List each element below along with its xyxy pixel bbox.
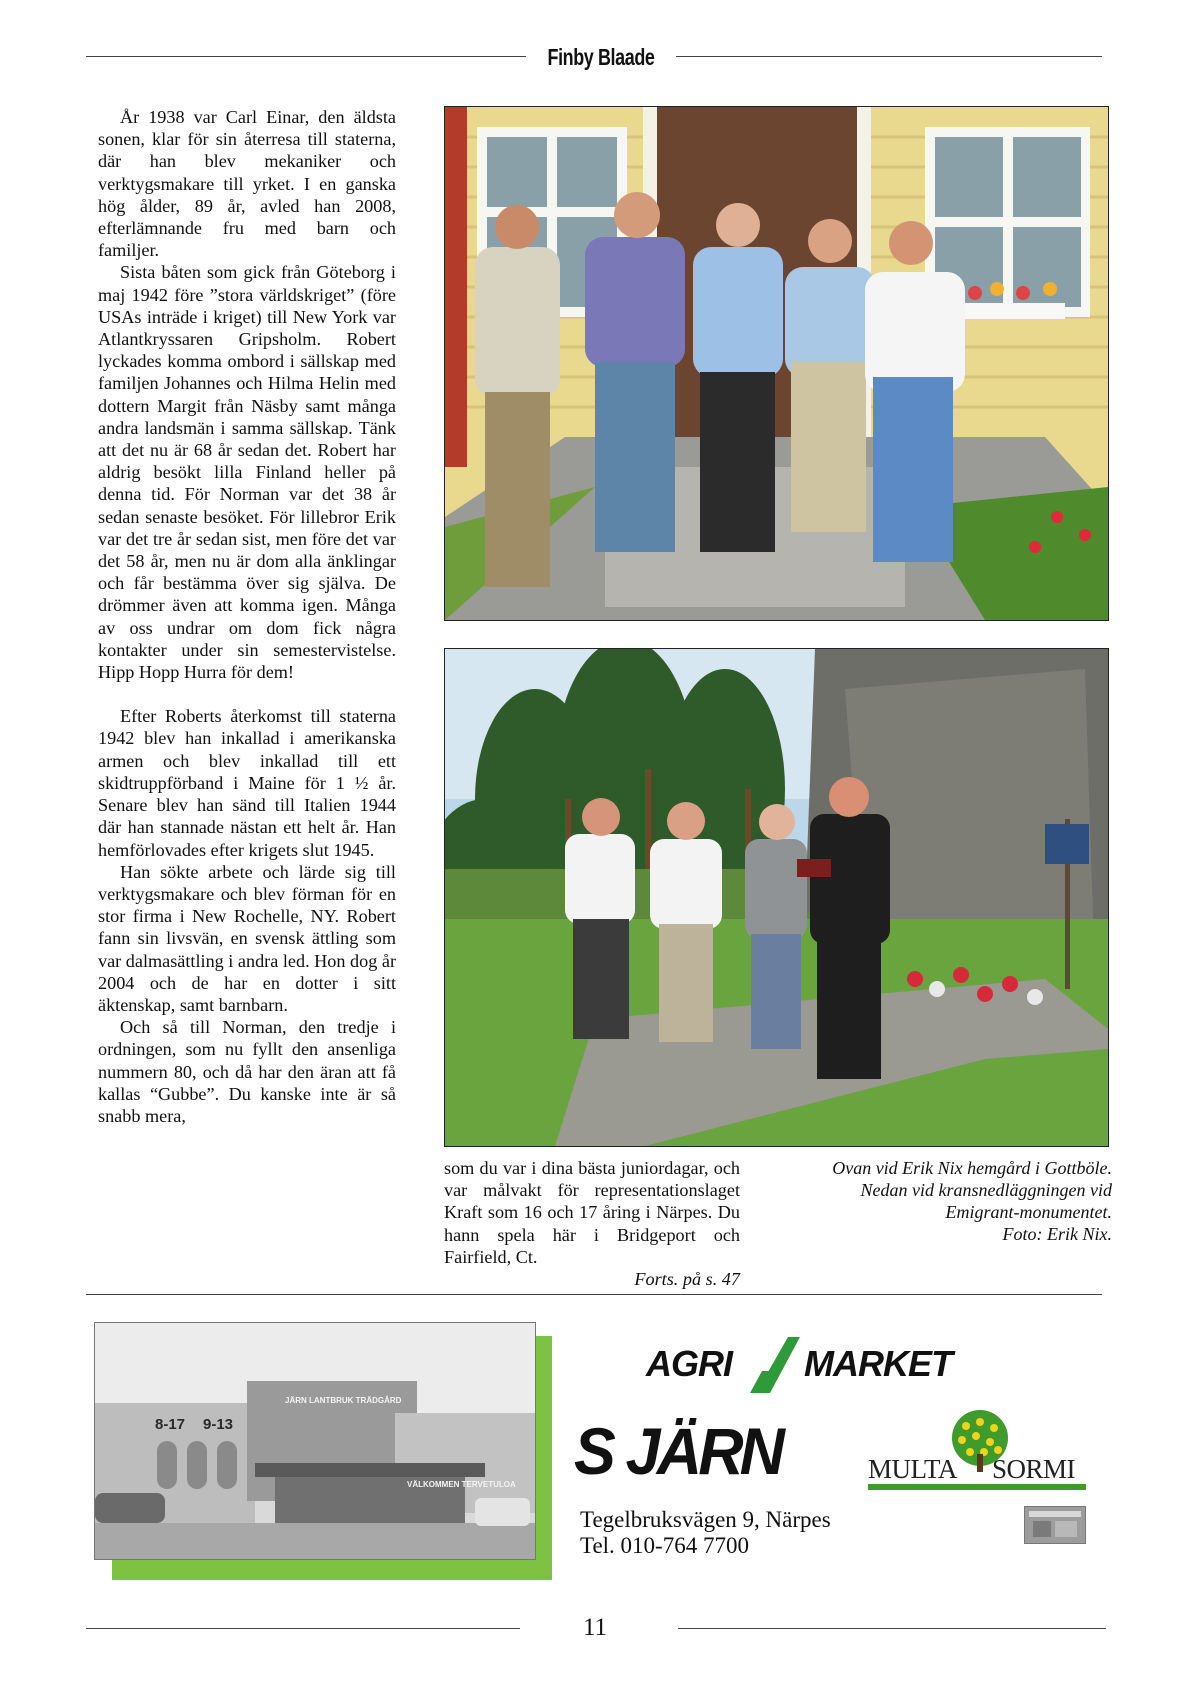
agrimarket-right-word: MARKET xyxy=(804,1343,952,1384)
badge-icon xyxy=(1025,1507,1085,1543)
certification-badge xyxy=(1024,1506,1086,1544)
footer-rule-right xyxy=(678,1628,1106,1629)
photo-caption xyxy=(760,1157,1112,1245)
street-address: Tegelbruksvägen 9, Närpes xyxy=(580,1507,831,1532)
article-left-column xyxy=(98,106,396,1127)
store-address xyxy=(580,1507,831,1559)
footer-rule-left xyxy=(86,1628,520,1629)
photo-monument-ceremony xyxy=(444,648,1109,1147)
header-rule-left xyxy=(86,56,526,57)
page-number: 11 xyxy=(582,1614,608,1641)
photo-five-men-at-house xyxy=(444,106,1109,621)
caption-line: Nedan vid kransnedläggningen vid xyxy=(860,1180,1112,1200)
sormi-word: SORMI xyxy=(992,1454,1076,1484)
person-silhouettes xyxy=(475,192,965,587)
continued-on-page: Forts. på s. 47 xyxy=(634,1269,740,1290)
store-building-photo xyxy=(95,1323,535,1559)
s-jarn-logo: S JÄRN xyxy=(574,1414,782,1488)
phone-number: Tel. 010-764 7700 xyxy=(580,1533,749,1558)
store-sign: JÄRN LANTBRUK TRÄDGÅRD xyxy=(285,1396,402,1405)
multa-sormi-green-band xyxy=(868,1484,1086,1490)
caption-line: Emigrant-monumentet. xyxy=(945,1202,1112,1222)
ad-green-shadow-bottom xyxy=(112,1558,552,1580)
caption-line: Ovan vid Erik Nix hemgård i Gottböle. xyxy=(832,1158,1112,1178)
ad-green-shadow-right xyxy=(534,1336,552,1580)
article-paragraph: Han sökte arbete och lärde sig till verktygsmakare och blev förman för en stor firma i New Rochelle, NY. Robert fann sin livsvän, en svensk ättling som var dalmasättling i andra led. Hon dog år 2004 och de har en dotter i sitt äktenskap, samt barnbarn. xyxy=(98,861,396,1015)
caption-line: Foto: Erik Nix. xyxy=(1002,1224,1112,1244)
opening-hours-weekday: 8-17 xyxy=(155,1416,186,1433)
ad-separator-rule xyxy=(86,1294,1102,1295)
article-paragraph: Och så till Norman, den tredje i ordningen, som nu fyllt den ansenliga nummern 80, och då har den äran att få kallas “Gubbe”. Du kanske inte är så snabb mera, xyxy=(98,1017,396,1126)
welcome-sign: VÄLKOMMEN TERVETULOA xyxy=(407,1480,516,1489)
photo-house-scene xyxy=(445,107,1108,620)
header-rule-right xyxy=(676,56,1102,57)
article-paragraph: Sista båten som gick från Göteborg i maj 1942 före ”stora världskriget” (före USAs inträde i kriget) till New York var Atlantkryssaren Gripsholm. Robert lyckades komma ombord i sällskap med familjen Johannes och Hilma Helin med dottern Margit från Näsby samt många andra landsmän i samma sällskap. Tänk att det nu är 68 år sedan det. Robert har aldrig besökt lilla Finland heller på denna tid. För Norman var det 38 år sedan senaste besöket. För lillebror Erik var det tre år sedan sist, men före det var det 58 år, men nu är dom alla änklingar och får bestämma över sig själva. De drömmer även att komma igen. Många av oss undrar om dom fick några kontakter under sin semestervistelse. Hipp Hopp Hurra för dem! xyxy=(98,262,396,683)
multa-sormi-logo xyxy=(868,1410,1090,1490)
agrimarket-leaf-icon xyxy=(750,1335,802,1395)
agrimarket-logo xyxy=(646,1335,986,1395)
article-paragraph: År 1938 var Carl Einar, den äldsta sonen, klar för sin återresa till staterna, där han blev mekaniker och verktygsmakare till yrket. I en ganska hög ålder, 89 år, avled han 2008, efterlämnande fru med barn och familjer. xyxy=(98,107,396,261)
article-middle-column xyxy=(444,1157,740,1290)
article-paragraph: Efter Roberts återkomst till staterna 1942 blev han inkallad i amerikanska armen och blev inkallad till ett skidtruppförband i Maine för 1 ½ år. Senare blev han sänd till Italien 1944 där han stannade nästan ett helt år. Han hemförlovades efter krigets slut 1945. xyxy=(98,706,396,860)
store-photo xyxy=(94,1322,536,1560)
opening-hours-saturday: 9-13 xyxy=(203,1416,234,1433)
article-paragraph: som du var i dina bästa juniordagar, och var målvakt för representationslaget Kraft som 16 och 17 åring i Närpes. Du hann spela här i Bridgeport och Fairfield, Ct. xyxy=(444,1158,740,1267)
agrimarket-left-word: AGRI xyxy=(646,1343,732,1384)
multa-word: MULTA xyxy=(868,1454,957,1484)
newsletter-title: Finby Blaade xyxy=(547,44,655,70)
photo-monument-scene xyxy=(445,649,1108,1146)
